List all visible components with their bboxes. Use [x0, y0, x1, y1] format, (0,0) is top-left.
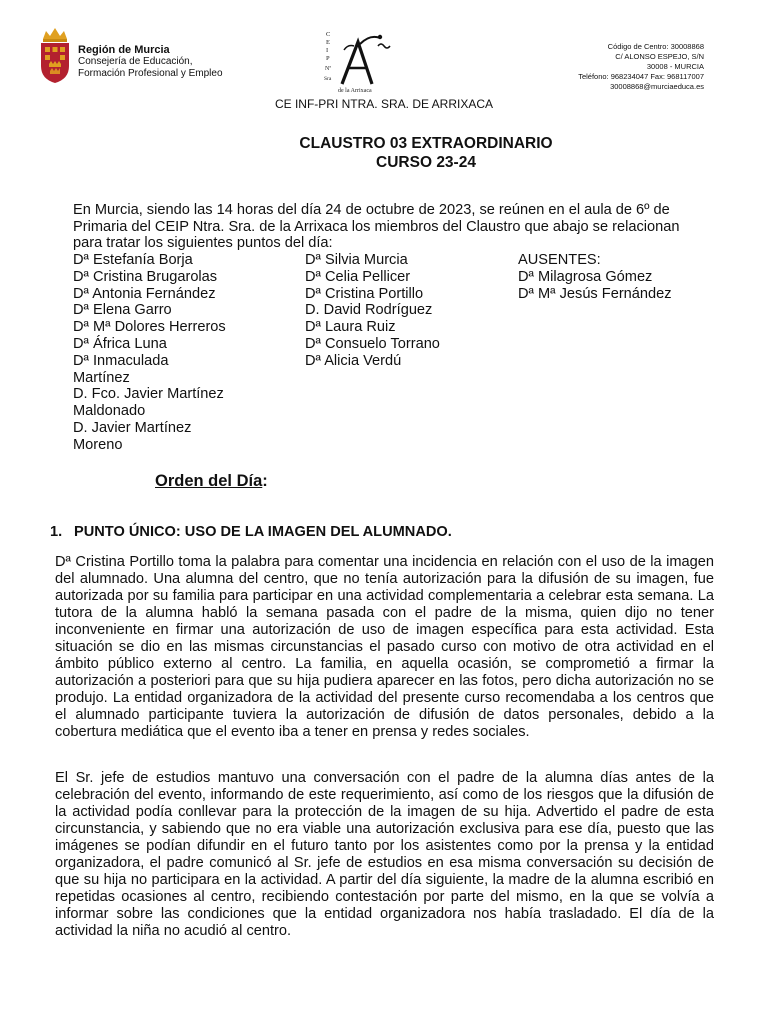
attendee: Dª Antonia Fernández: [73, 285, 216, 302]
svg-text:I: I: [326, 47, 329, 54]
attendee: D. Javier Martínez Moreno: [73, 419, 192, 453]
orden-colon: :: [262, 472, 268, 490]
street-address: C/ ALONSO ESPEJO, S/N: [615, 52, 704, 61]
attendee: Dª Silvia Murcia: [305, 252, 408, 268]
attendee: Dª Laura Ruiz: [305, 319, 396, 336]
attendee: Dª Mª Dolores Herreros: [73, 319, 226, 336]
region-murcia-header: [78, 44, 223, 80]
svg-text:Nª: Nª: [325, 66, 331, 72]
svg-text:Sra: Sra: [324, 76, 332, 82]
document-title: [0, 134, 768, 172]
agenda-item-title: PUNTO ÚNICO: USO DE LA IMAGEN DEL ALUMNADO.: [74, 524, 452, 540]
attendee: Dª Celia Pellicer: [305, 268, 411, 285]
attendee: Dª Alicia Verdú: [305, 352, 402, 369]
absent-member: Dª Mª Jesús Fernández: [518, 285, 672, 302]
orden-title: Orden del Día: [155, 472, 263, 490]
attendee: Dª Consuelo Torrano: [305, 335, 440, 352]
title-line2: CURSO 23-24: [376, 154, 476, 171]
attendee: Dª Elena Garro: [73, 302, 172, 319]
center-code: Código de Centro: 30008868: [607, 42, 704, 51]
attendee: Dª Cristina Portillo: [305, 285, 424, 302]
attendee: D. Fco. Javier Martínez Maldonado: [73, 386, 224, 420]
svg-text:C: C: [326, 31, 331, 38]
attendees-column-2: [305, 252, 505, 370]
absent-column: [518, 252, 718, 302]
region-dept-line1: Consejería de Educación,: [78, 56, 193, 67]
region-murcia-crest-icon: [38, 26, 72, 84]
attendee: Dª Inmaculada Martínez: [73, 352, 169, 386]
intro-paragraph: En Murcia, siendo las 14 horas del día 24 de octubre de 2023, se reúnen en el aula de 6º de Primaria del CEIP Ntra. Sra. de la Arrixaca los miembros del Claustro que abajo se relacionan para tratar los siguientes puntos del día:: [73, 202, 680, 251]
attendee: Dª Estefanía Borja: [73, 252, 193, 268]
email[interactable]: 30008868@murciaeduca.es: [610, 82, 704, 91]
region-name: Región de Murcia: [78, 44, 170, 56]
title-line1: CLAUSTRO 03 EXTRAORDINARIO: [299, 135, 553, 152]
attendee: D. David Rodríguez: [305, 302, 433, 319]
phone-fax: Teléfono: 968234047 Fax: 968117007: [578, 72, 704, 81]
svg-text:E: E: [326, 39, 330, 46]
svg-text:de la Arrixaca: de la Arrixaca: [338, 88, 372, 94]
absent-member: Dª Milagrosa Gómez: [518, 268, 653, 285]
center-name: CE INF-PRI NTRA. SRA. DE ARRIXACA: [274, 97, 494, 111]
region-dept-line2: Formación Profesional y Empleo: [78, 68, 223, 79]
agenda-item-number: 1.: [50, 524, 63, 540]
svg-text:P: P: [326, 55, 330, 62]
orden-del-dia-heading: [155, 472, 268, 491]
body-paragraph-1: Dª Cristina Portillo toma la palabra para comentar una incidencia en relación con el uso de la imagen del alumnado. Una alumna del centro, que no tenía autorización para la difusión de su imagen, fue autorizada por su familia para participar en una actividad complementaria a celebrar esta semana. La tutora de la alumna habló la semana pasada con el padre de la misma, quien dijo no tener inconveniente en firmar una autorización de uso de imagen específica para esta actividad. Esta situación se dio en las mismas circunstancias el pasado curso con motivo de otra actividad en el ámbito público externo al centro. La familia, en aquella ocasión, se comprometió a firmar la autorización a posteriori para que su hija pudiera aparecer en las fotos, pero dicha autorización no se produjo. La entidad organizadora de la actividad del presente curso recomendaba a los centros que el alumnado participante tuviera la autorización de difusión de datos personales, debido a la cobertura mediática que el evento iba a tener en prensa y redes sociales.: [55, 554, 714, 740]
attendees-column-1: [73, 252, 253, 454]
contact-block: [500, 42, 704, 92]
agenda-item-heading: [50, 524, 452, 540]
attendee: Dª África Luna: [73, 335, 167, 352]
school-logo-icon: [320, 26, 400, 96]
absent-label: AUSENTES:: [518, 252, 601, 268]
attendee: Dª Cristina Brugarolas: [73, 268, 218, 285]
city: 30008 - MURCIA: [646, 62, 704, 71]
body-paragraph-2: El Sr. jefe de estudios mantuvo una conversación con el padre de la alumna días antes de la celebración del evento, informando de este requerimiento, así como de los riesgos que la difusión de la actividad podía conllevar para la protección de la imagen de su hija. Advertido el padre de esta circunstancia, y sabiendo que no era viable una autorización exclusiva para ese día, puesto que las imágenes se podían difundir en el futuro tanto por los asistentes como por la prensa y la entidad organizadora, el padre comunicó al Sr. jefe de estudios en esa misma conversación su decisión de que su hija no participara en la actividad. A partir del día siguiente, la madre de la alumna escribió en repetidas ocasiones al centro, recibiendo contestación por parte del mismo, en la que se volvía a informar sobre las condiciones que la entidad organizadora nos había trasladado. El día de la actividad la niña no acudió al centro.: [55, 770, 714, 939]
